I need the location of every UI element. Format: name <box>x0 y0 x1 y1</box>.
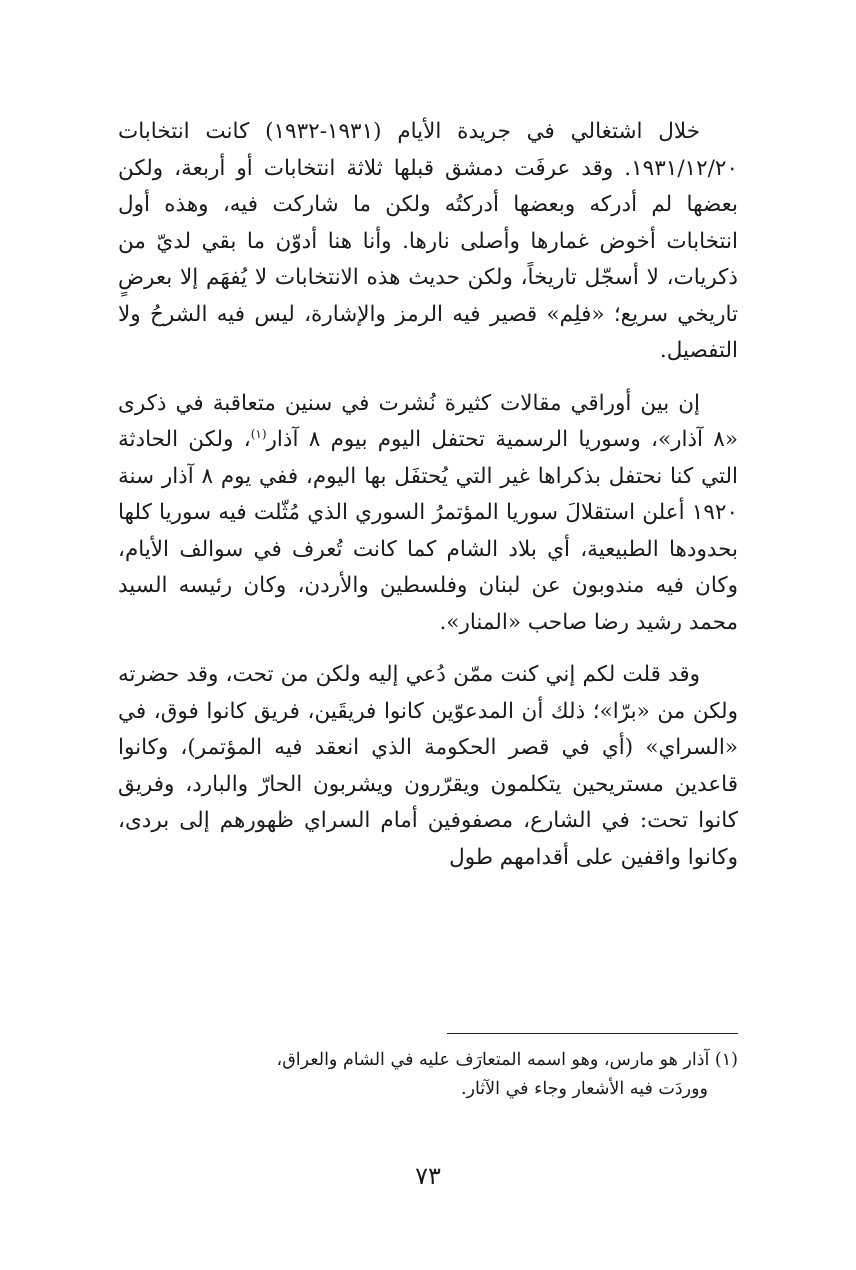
paragraph-1: خلال اشتغالي في جريدة الأيام (١٩٣١-١٩٣٢) كانت انتخابات ١٩٣١/١٢/٢٠. وقد عرفَت دمشق قبلها ثلاثة انتخابات أو أربعة، ولكن بعضها لم أدركه وبعضها أدركتُه ولكن ما شاركت فيه، وهذه أول انتخابات أخوض غمارها وأصلى نارها. وأنا هنا أدوّن ما بقي لديّ من ذكريات، لا أسجّل تاريخاً، ولكن حديث هذه الانتخابات لا يُفهَم إلا بعرضٍ تاريخي سريع؛ «فلِم» قصير فيه الرمز والإشارة، ليس فيه الشرحُ ولا التفصيل. <box>118 119 738 363</box>
paragraph-2-intro: إن بين أوراقي مقالات كثيرة نُشرت في سنين متعاقبة في ذكرى «٨ آذار»، وسوريا الرسمية تحتفل اليوم بيوم ٨ آذار <box>118 390 738 452</box>
footnote-line-1: (١) آذار هو مارس، وهو اسمه المتعارَف عليه في الشام والعراق، <box>276 1050 738 1070</box>
page-number: ٧٣ <box>415 1162 441 1190</box>
paragraph-3: وقد قلت لكم إني كنت ممّن دُعي إليه ولكن من تحت، وقد حضرته ولكن من «برّا»؛ ذلك أن المدعوّين كانوا فريقَين، فريق كانوا فوق، في «السراي» (أي في قصر الحكومة الذي انعقد فيه المؤتمر)، وكانوا قاعدين مستريحين يتكلمون ويقرّرون ويشربون الحارّ والبارد، وفريق كانوا تحت: في الشارع، مصفوفين أمام السراي ظهورهم إلى بردى، وكانوا واقفين على أقدامهم طول <box>118 662 738 870</box>
footnote-reference: (١) <box>250 426 267 441</box>
footnote-separator <box>447 1033 738 1034</box>
paragraph-2-rest: ولكن الحادثة التي كنا نحتفل بذكراها غير التي يُحتفَل بها اليوم، ففي يوم ٨ آذار سنة ١٩٢٠ أعلن استقلالَ سوريا المؤتمرُ السوري الذي مُثّلت فيه سوريا كلها بحدودها الطبيعية، أي بلاد الشام كما كانت تُعرف في سوالف الأيام، وكان فيه مندوبون عن لبنان وفلسطين والأردن، وكان رئيسه السيد محمد رشيد رضا صاحب «المنار». <box>118 427 738 635</box>
footnote <box>118 1046 738 1104</box>
main-text <box>118 114 738 892</box>
paragraph-2 <box>118 386 738 642</box>
paragraph-2-comma: ، <box>243 427 251 452</box>
footnote-line-2: ووردَت فيه الأشعار وجاء في الآثار. <box>460 1079 708 1099</box>
